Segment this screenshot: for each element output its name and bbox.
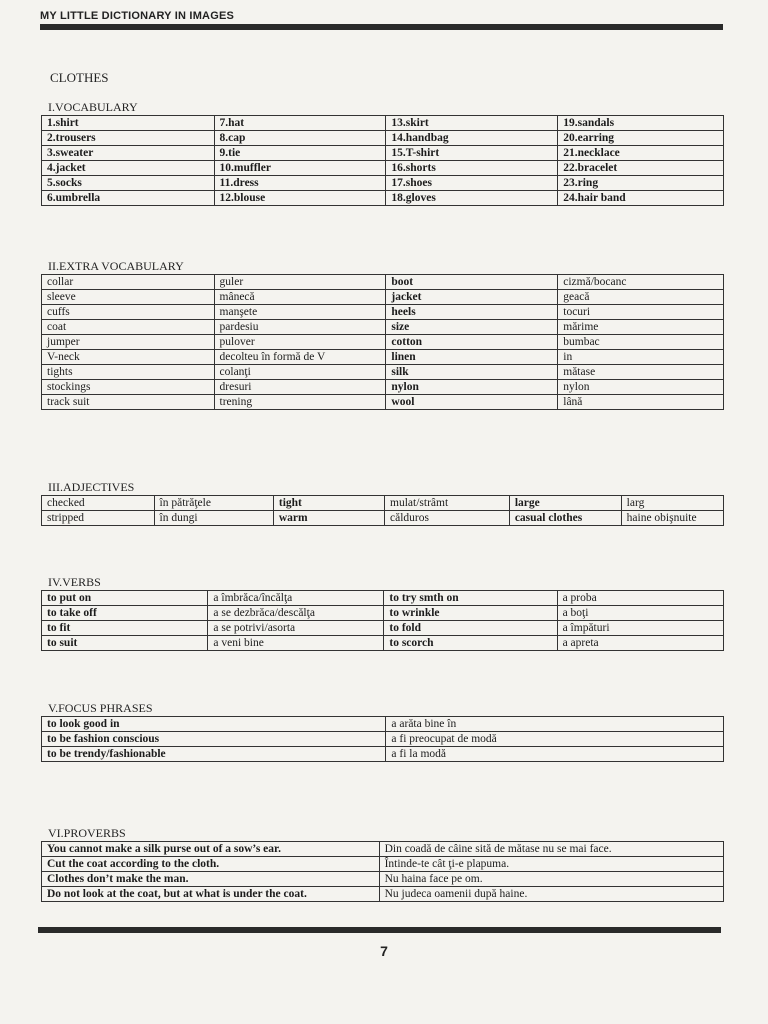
- table-row: [42, 116, 724, 131]
- table-cell: 6.umbrella: [42, 191, 215, 206]
- table-cell: 23.ring: [558, 176, 724, 191]
- table-cell: to scorch: [384, 636, 557, 651]
- table-cell: Do not look at the coat, but at what is under the coat.: [42, 887, 380, 902]
- table-cell: 22.bracelet: [558, 161, 724, 176]
- table-cell: a se dezbrăca/descălţa: [208, 606, 384, 621]
- table-row: [42, 335, 724, 350]
- table-cell: mulat/strâmt: [385, 496, 510, 511]
- table-cell: stockings: [42, 380, 215, 395]
- table-cell: to suit: [42, 636, 208, 651]
- footer-rule: [38, 927, 721, 933]
- table-cell: to fold: [384, 621, 557, 636]
- table-cell: trening: [214, 395, 386, 410]
- table-cell: in: [558, 350, 724, 365]
- vocabulary-section: [41, 101, 724, 206]
- table-cell: size: [386, 320, 558, 335]
- table-row: [42, 887, 724, 902]
- table-cell: 4.jacket: [42, 161, 215, 176]
- table-cell: Întinde-te cât ţi-e plapuma.: [379, 857, 723, 872]
- proverbs-section: [41, 827, 724, 902]
- table-cell: to be trendy/fashionable: [42, 747, 386, 762]
- table-cell: lână: [558, 395, 724, 410]
- table-cell: 3.sweater: [42, 146, 215, 161]
- table-row: [42, 717, 724, 732]
- table-cell: a boţi: [557, 606, 723, 621]
- table-cell: to look good in: [42, 717, 386, 732]
- table-row: [42, 857, 724, 872]
- section-title: IV.VERBS: [48, 575, 101, 589]
- table-cell: pardesiu: [214, 320, 386, 335]
- adjectives-table: [41, 495, 724, 526]
- table-cell: 16.shorts: [386, 161, 558, 176]
- table-cell: 17.shoes: [386, 176, 558, 191]
- table-cell: cuffs: [42, 305, 215, 320]
- table-cell: to fit: [42, 621, 208, 636]
- table-cell: în pătrăţele: [154, 496, 273, 511]
- table-cell: tocuri: [558, 305, 724, 320]
- table-row: [42, 395, 724, 410]
- page-title: CLOTHES: [50, 70, 109, 85]
- table-cell: warm: [273, 511, 384, 526]
- section-title: VI.PROVERBS: [48, 826, 126, 840]
- table-row: [42, 732, 724, 747]
- verbs-table: [41, 590, 724, 651]
- table-cell: a veni bine: [208, 636, 384, 651]
- table-cell: a se potrivi/asorta: [208, 621, 384, 636]
- table-row: [42, 496, 724, 511]
- table-cell: to wrinkle: [384, 606, 557, 621]
- table-cell: coat: [42, 320, 215, 335]
- table-cell: to try smth on: [384, 591, 557, 606]
- focus-phrases-table: [41, 716, 724, 762]
- table-cell: manşete: [214, 305, 386, 320]
- table-cell: 9.tie: [214, 146, 386, 161]
- table-cell: V-neck: [42, 350, 215, 365]
- table-cell: checked: [42, 496, 155, 511]
- table-row: [42, 146, 724, 161]
- table-row: [42, 320, 724, 335]
- table-cell: a împături: [557, 621, 723, 636]
- table-cell: mătase: [558, 365, 724, 380]
- table-cell: Din coadă de câine sită de mătase nu se mai face.: [379, 842, 723, 857]
- table-cell: linen: [386, 350, 558, 365]
- table-row: [42, 191, 724, 206]
- table-row: [42, 161, 724, 176]
- page-number: 7: [380, 943, 388, 959]
- table-cell: bumbac: [558, 335, 724, 350]
- table-cell: 19.sandals: [558, 116, 724, 131]
- table-cell: to take off: [42, 606, 208, 621]
- table-row: [42, 380, 724, 395]
- table-row: [42, 131, 724, 146]
- table-cell: to be fashion conscious: [42, 732, 386, 747]
- table-cell: mânecă: [214, 290, 386, 305]
- table-cell: wool: [386, 395, 558, 410]
- table-cell: călduros: [385, 511, 510, 526]
- table-cell: pulover: [214, 335, 386, 350]
- table-cell: nylon: [386, 380, 558, 395]
- table-row: [42, 290, 724, 305]
- table-cell: sleeve: [42, 290, 215, 305]
- table-cell: boot: [386, 275, 558, 290]
- table-cell: guler: [214, 275, 386, 290]
- table-cell: 15.T-shirt: [386, 146, 558, 161]
- table-cell: Cut the coat according to the cloth.: [42, 857, 380, 872]
- section-title: V.FOCUS PHRASES: [48, 701, 153, 715]
- page-header: [40, 10, 723, 30]
- table-row: [42, 365, 724, 380]
- verbs-section: [41, 576, 724, 651]
- table-cell: Nu haina face pe om.: [379, 872, 723, 887]
- section-title: II.EXTRA VOCABULARY: [48, 259, 184, 273]
- table-row: [42, 305, 724, 320]
- header-rule: [40, 24, 723, 30]
- table-cell: You cannot make a silk purse out of a sow’s ear.: [42, 842, 380, 857]
- extra-vocabulary-table: [41, 274, 724, 410]
- section-title: I.VOCABULARY: [48, 100, 138, 114]
- table-cell: colanţi: [214, 365, 386, 380]
- extra-vocabulary-section: [41, 260, 724, 410]
- table-cell: 7.hat: [214, 116, 386, 131]
- table-cell: în dungi: [154, 511, 273, 526]
- table-cell: jacket: [386, 290, 558, 305]
- table-cell: nylon: [558, 380, 724, 395]
- adjectives-section: [41, 481, 724, 526]
- table-cell: track suit: [42, 395, 215, 410]
- table-cell: haine obişnuite: [621, 511, 723, 526]
- table-cell: cizmă/bocanc: [558, 275, 724, 290]
- table-cell: tight: [273, 496, 384, 511]
- table-cell: larg: [621, 496, 723, 511]
- vocabulary-table: [41, 115, 724, 206]
- table-row: [42, 842, 724, 857]
- table-cell: 13.skirt: [386, 116, 558, 131]
- table-cell: decolteu în formă de V: [214, 350, 386, 365]
- table-cell: mărime: [558, 320, 724, 335]
- table-row: [42, 275, 724, 290]
- table-cell: stripped: [42, 511, 155, 526]
- header-title: MY LITTLE DICTIONARY IN IMAGES: [40, 10, 235, 22]
- table-cell: Clothes don’t make the man.: [42, 872, 380, 887]
- proverbs-table: [41, 841, 724, 902]
- table-row: [42, 176, 724, 191]
- table-row: [42, 606, 724, 621]
- table-cell: 10.muffler: [214, 161, 386, 176]
- table-row: [42, 591, 724, 606]
- table-cell: 12.blouse: [214, 191, 386, 206]
- table-cell: a fi preocupat de modă: [386, 732, 724, 747]
- table-cell: 24.hair band: [558, 191, 724, 206]
- table-cell: cotton: [386, 335, 558, 350]
- table-cell: to put on: [42, 591, 208, 606]
- table-cell: 8.cap: [214, 131, 386, 146]
- table-cell: geacă: [558, 290, 724, 305]
- table-row: [42, 747, 724, 762]
- table-cell: a proba: [557, 591, 723, 606]
- table-cell: a fi la modă: [386, 747, 724, 762]
- table-cell: Nu judeca oamenii după haine.: [379, 887, 723, 902]
- table-cell: silk: [386, 365, 558, 380]
- table-cell: collar: [42, 275, 215, 290]
- table-cell: 11.dress: [214, 176, 386, 191]
- table-cell: a apreta: [557, 636, 723, 651]
- section-title: III.ADJECTIVES: [48, 480, 135, 494]
- focus-phrases-section: [41, 702, 724, 762]
- table-cell: a îmbrăca/încălţa: [208, 591, 384, 606]
- table-row: [42, 636, 724, 651]
- table-cell: 21.necklace: [558, 146, 724, 161]
- table-cell: dresuri: [214, 380, 386, 395]
- table-cell: casual clothes: [509, 511, 621, 526]
- table-cell: 1.shirt: [42, 116, 215, 131]
- table-cell: 18.gloves: [386, 191, 558, 206]
- table-cell: jumper: [42, 335, 215, 350]
- table-cell: a arăta bine în: [386, 717, 724, 732]
- table-cell: tights: [42, 365, 215, 380]
- table-row: [42, 872, 724, 887]
- table-row: [42, 350, 724, 365]
- table-cell: heels: [386, 305, 558, 320]
- table-row: [42, 621, 724, 636]
- table-cell: 20.earring: [558, 131, 724, 146]
- table-cell: 5.socks: [42, 176, 215, 191]
- table-cell: 2.trousers: [42, 131, 215, 146]
- table-cell: 14.handbag: [386, 131, 558, 146]
- table-cell: large: [509, 496, 621, 511]
- table-row: [42, 511, 724, 526]
